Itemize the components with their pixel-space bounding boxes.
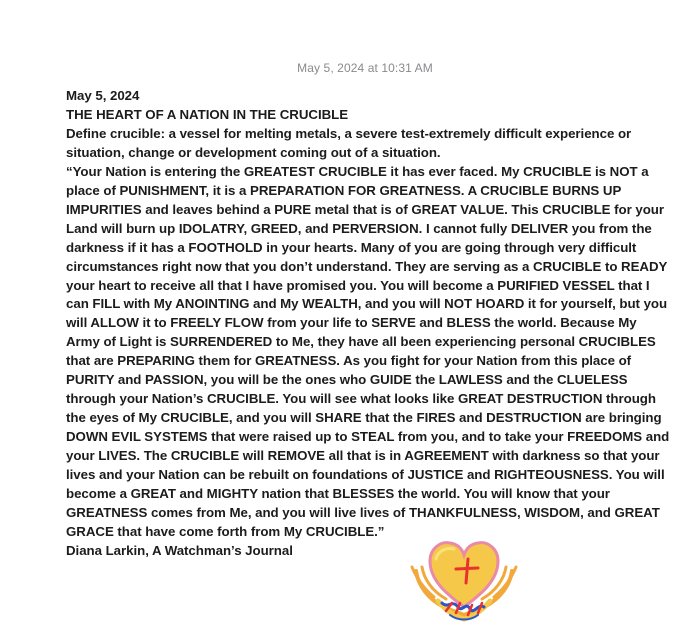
heart-with-cross-icon — [408, 537, 520, 625]
note-title: THE HEART OF A NATION IN THE CRUCIBLE — [66, 106, 349, 122]
note-content — [66, 87, 672, 561]
note-body: “Your Nation is entering the GREATEST CRUCIBLE it has ever faced. My CRUCIBLE is NOT a place of PUNISHMENT, it is a PREPARATION FOR GREATNESS. A CRUCIBLE BURNS UP IMPURITIES and leaves behind a PURE metal that is of GREAT VALUE. This CRUCIBLE for your Land will burn up IDOLATRY, GREED, and PERVERSION. I cannot fully DELIVER you from the darkness if it has a FOOTHOLD in your hearts. Many of you are going through very difficult circumstances right now that you don’t understand. They are serving as a CRUCIBLE to READY your heart to receive all that I have promised you. You will become a PURIFIED VESSEL that I can FILL with My ANOINTING and My WEALTH, and you will NOT HOARD it for yourself, but you will ALLOW it to FREELY FLOW from your life to SERVE and BLESS the world. Because My Army of Light is SURRENDERED to Me, they have all been experiencing personal CRUCIBLES that are PREPARING them for GREATNESS. As you fight for your Nation from this place of PURITY and PASSION, you will be the ones who GUIDE the LAWLESS and the CLUELESS through your Nation’s CRUCIBLE. You will see what looks like GREAT DESTRUCTION through the eyes of My CRUCIBLE, and you will SHARE that the FIRES and DESTRUCTION are bringing DOWN EVIL SYSTEMS that were raised up to STEAL from you, and to take your FREEDOMS and your LIVES. The CRUCIBLE will REMOVE all that is in AGREEMENT with darkness so that your lives and your Nation can be rebuilt on foundations of JUSTICE and RIGHTEOUSNESS. You will become a GREAT and MIGHTY nation that BLESSES the world. You will know that your GREATNESS comes from Me, and you will live lives of THANKFULNESS, WISDOM, and GREAT GRACE that have come forth from My CRUCIBLE.” — [66, 163, 670, 539]
note-signature: Diana Larkin, A Watchman’s Journal — [66, 542, 293, 558]
note-timestamp: May 5, 2024 at 10:31 AM — [297, 61, 433, 75]
note-date: May 5, 2024 — [66, 88, 140, 103]
note-definition: Define crucible: a vessel for melting metals, a severe test-extremely difficult experience or situation, change or development coming out of a situation. — [66, 125, 632, 160]
